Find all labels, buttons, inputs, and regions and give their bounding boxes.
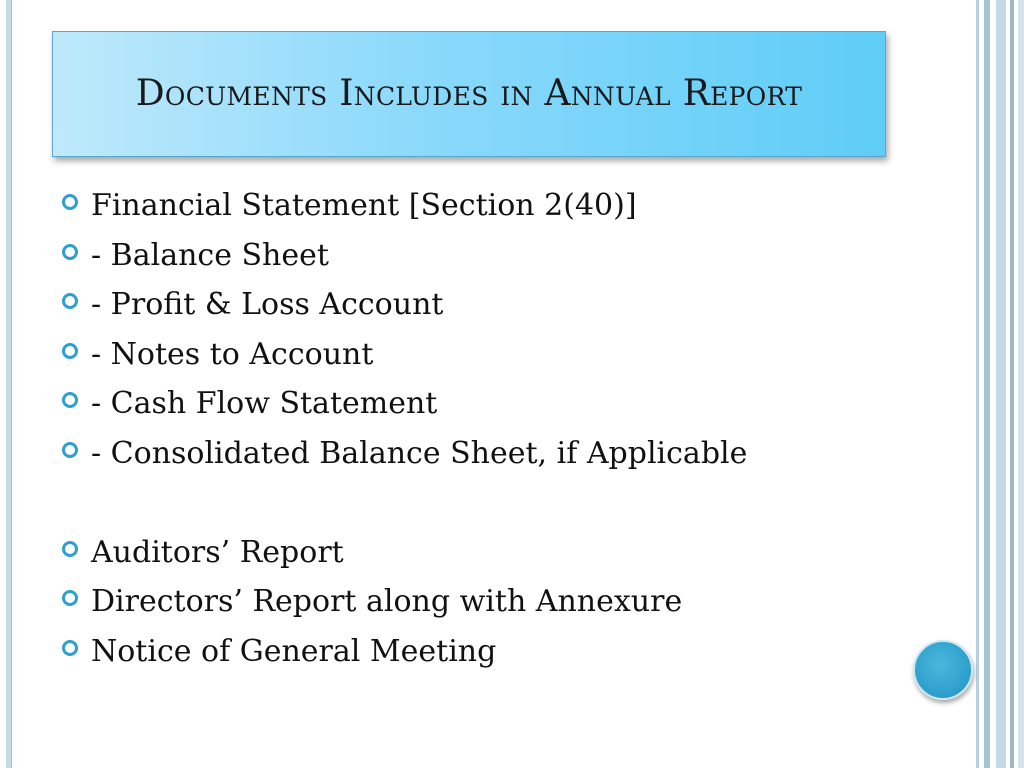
bullet-item <box>62 332 942 382</box>
bullet-item <box>62 282 942 332</box>
ring-bullet-icon <box>62 293 78 309</box>
blue-circle-icon <box>913 640 973 700</box>
left-frame-line <box>6 0 12 768</box>
bullet-item <box>62 431 942 481</box>
bullet-item <box>62 381 942 431</box>
bullet-text: - Consolidated Balance Sheet, if Applicable <box>91 435 748 471</box>
bullet-item <box>62 233 942 283</box>
right-bar <box>1010 0 1014 768</box>
bullet-item <box>62 629 942 679</box>
bullet-item <box>62 183 942 233</box>
ring-bullet-icon <box>62 640 78 656</box>
right-bar <box>984 0 990 768</box>
title-box <box>52 31 886 157</box>
slide-title: Documents Includes in Annual Report <box>135 73 803 114</box>
ring-bullet-icon <box>62 343 78 359</box>
bullet-text: Notice of General Meeting <box>91 633 497 669</box>
ring-bullet-icon <box>62 442 78 458</box>
bullet-text: Directors’ Report along with Annexure <box>91 584 683 619</box>
ring-bullet-icon <box>62 392 78 408</box>
ring-bullet-icon <box>62 541 78 557</box>
bullet-text: - Balance Sheet <box>91 237 329 273</box>
ring-bullet-icon <box>62 194 78 210</box>
right-bar <box>1018 0 1024 768</box>
right-decorative-bars <box>976 0 1024 768</box>
bullet-text: - Notes to Account <box>91 336 374 372</box>
bullet-text: - Cash Flow Statement <box>91 386 438 421</box>
bullet-list <box>62 183 942 678</box>
bullet-item <box>62 579 942 629</box>
bullet-text: Financial Statement [Section 2(40)] <box>91 188 637 223</box>
bullet-item <box>62 530 942 580</box>
bullet-text: - Profit & Loss Account <box>91 287 444 322</box>
ring-bullet-icon <box>62 244 78 260</box>
bullet-text: Auditors’ Report <box>91 534 344 570</box>
ring-bullet-icon <box>62 590 78 606</box>
right-bar <box>996 0 1006 768</box>
right-bar <box>976 0 979 768</box>
